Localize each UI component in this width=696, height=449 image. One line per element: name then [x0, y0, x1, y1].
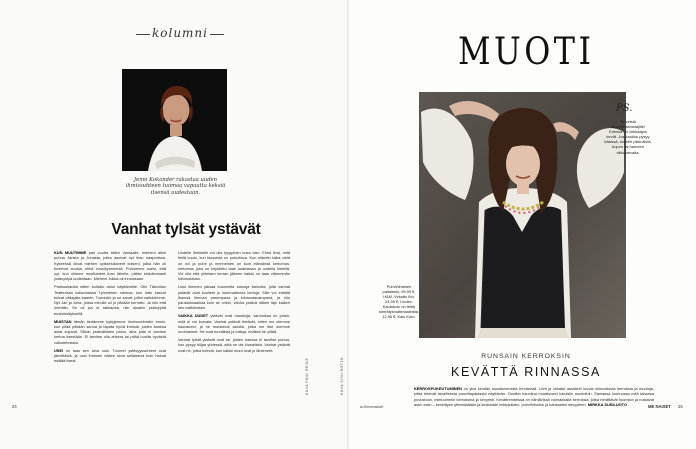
paragraph: MUISTAN tämän tiedämme kykyjemme ihmissuhteisiin ensin, kun pitää pitkään sanoa ja tapata hyviä ihmisiä, joiden kanssa asiat sujuvat. Silloin ystävällisten paluu, aika joita ei tarvitse kertoa itsestään. Ei tarvitse olla ahkera tai pitää huolta hyvästä vaikutelmasta.: [54, 318, 166, 345]
paragraph: Uusi ihminen jaksaa kuunnella samoja tarinoita, joita vanhat ystävät ovat kuulleet jo lukemattomia kertoja. Sille voi esittää itsensä hieman parempana ja kiinnostavampana, ja niin paradoksaalista kuin se onkin, vanha ystävä näkee läpi kaiken sen esittämisen.: [178, 284, 290, 311]
ps-label: PS.: [616, 103, 633, 114]
article-column-1: [54, 250, 166, 366]
magazine-name: ME NAISET: [648, 404, 671, 409]
paragraph: Parikuukautta sitten kohtalo astui näyttämölle. Olin Tikkurilan Teatterissa katsomassa Työmiehen vaimoa, kun tuttu kasvot tulivat väliajalla baariin. Tunnistin ja ne sanat, jotka vaihdoimme. Nyt Jari ja Juha, joista minulle oli jo pitkään kerrottu. Ja niin että menttiin. Se oli jos ei rakkautta, niin ainakin ystävyyttä ensisilmäyksellä.: [54, 284, 166, 316]
article-body: [54, 250, 290, 415]
lead-bold-start: KERROSPUKEUTUMINEN: [414, 386, 462, 391]
garment-caption: Puhvihihainen paitaleeni, 69,99 €, H&M. Virkattu liivi, 24,99 €, Lindex. Kaulakoru on tehty kierrätysmateriaaleista, 12,95 €, Kaiu Koru.: [378, 284, 419, 319]
photo-credit-center: KUVA SISU ROTTO: [340, 357, 344, 395]
portrait-illustration: [122, 69, 227, 171]
page-number-right: 25: [678, 404, 683, 409]
column-label-rule-right: [210, 34, 224, 35]
paragraph: Uudelle ihmiselle voi olla tyyppinen kuka vain. Ehkä ilma, mitä tiellä kuulu, kun kiusoista on puhuttava. Kun elämän taika vielä on ovi ja puhe ja menneinen on kuin elämänsä kertomus, kertomus joka on kirjoitettu taas uudestaan ja uudella kielellä. Voi olla että yhteisen kerran jälkeen kaikki on taas vähemmän kiinnostavaa.: [178, 250, 290, 282]
column-label-rule-left: [136, 34, 150, 35]
article-kicker: RUNSAIN KERROKSIN: [481, 353, 571, 360]
portrait-caption: Jenni Kokander rakastaa uuden ihmissuhteen tuomaa vapautta keksiä itsensä uudestaan.: [125, 177, 226, 196]
paragraph: VAIKKA UUDET ystävät ovat hauskoja, vanhoissa on jotain, mitä ei voi korvata. Vanhat ystävät tietävät, miten me olemme kasvaneet, ja he muistavat asioita, jotka me itse olemme unohtaneet. He ovat turvallisia ja tuttuja, eivätkä he yllätä.: [178, 313, 290, 335]
lead-author: MIRKKA SUSILUOTO: [587, 401, 628, 407]
fashion-photo: [419, 92, 626, 338]
article-lead: [414, 386, 654, 407]
section-title: MUOTI: [458, 30, 595, 73]
page-number-left: 24: [12, 404, 17, 409]
columnist-portrait: [122, 69, 227, 171]
article-headline: Vanhat tylsät ystävät: [111, 221, 261, 238]
lead-text: on yksi kevään suosituimmista trendeistä. Liivit ja virkatut asusteet luovat kiinnostavia kerroksia ja muotoja, jotka tekevät tavallisesta puuvillapaidasta näyttävän. Ovatkin kauniina muuttuneet lukuisiin muotoihin. Samassa luonnossa mitä tahansa puvustoon, mieluummin kerroksina ja kevyesti. Kevättrendeissä on nähtävissä voimakkaita kerroksia, jotka herättävät huomion ja nostavat asun esiin – keskittyen ytimekkäisiin ja keskeisiin leikkauksiin, puhvihihoihin ja kankaiden kevyyteen.: [414, 386, 654, 407]
column-label: kolumni: [151, 26, 208, 40]
footer-site: is.fi/menaiset: [360, 404, 384, 409]
photo-credit-left: KUVA PAUL REJLE: [305, 357, 309, 395]
article-headline-right: KEVÄTTÄ RINNASSA: [451, 365, 601, 379]
article-column-2: [178, 250, 290, 355]
paragraph: USEI on taas sen aina uusi. Tuoreet ystävyyssuhteet ovat jännittäviä, ja uusi ihminen näkee sinut sellaisena kuin haluat esittää itsesi.: [54, 347, 166, 364]
fashion-photo-illustration: [419, 92, 626, 338]
paragraph: Vanhat tylsät ystävät ovat ne, joiden kanssa ei tarvitse puhua, kun pysyy hiljaa yhdessä, eikä se ole kiusallista. Vanhat ystävät ovat ne, jotka tulevat, kun kaikki muut ovat jo lähteneet.: [178, 336, 290, 353]
ps-note: Terveisiä käsityöharrastajille! Edessä on virkkaajan kevät. Jos kaukku pysyy käsissä, kokeile pikkuliiviä, hupun tai hameen viikkoarvaita.: [604, 119, 652, 155]
page-gutter: [347, 0, 349, 449]
paragraph: KUN MUUTIMME pari vuotta sitten Vantaalle, mieheni alkoi puhua Jarista ja Juhasta, jotka asuivat nyt ihan naapurissa. Kyseessä olivat miehen opiskelukaverit koiseni, jotka hän oli tuntenut vuosia, ehkä vuosikymmeniä. Puhuimme usein, että nyt, kun olimme muuttaneet ihan lähelle, pitäisi ehdottomasti ystävystyä uudestaan. Mieheni Jukka oli innoissaan.: [54, 250, 167, 282]
